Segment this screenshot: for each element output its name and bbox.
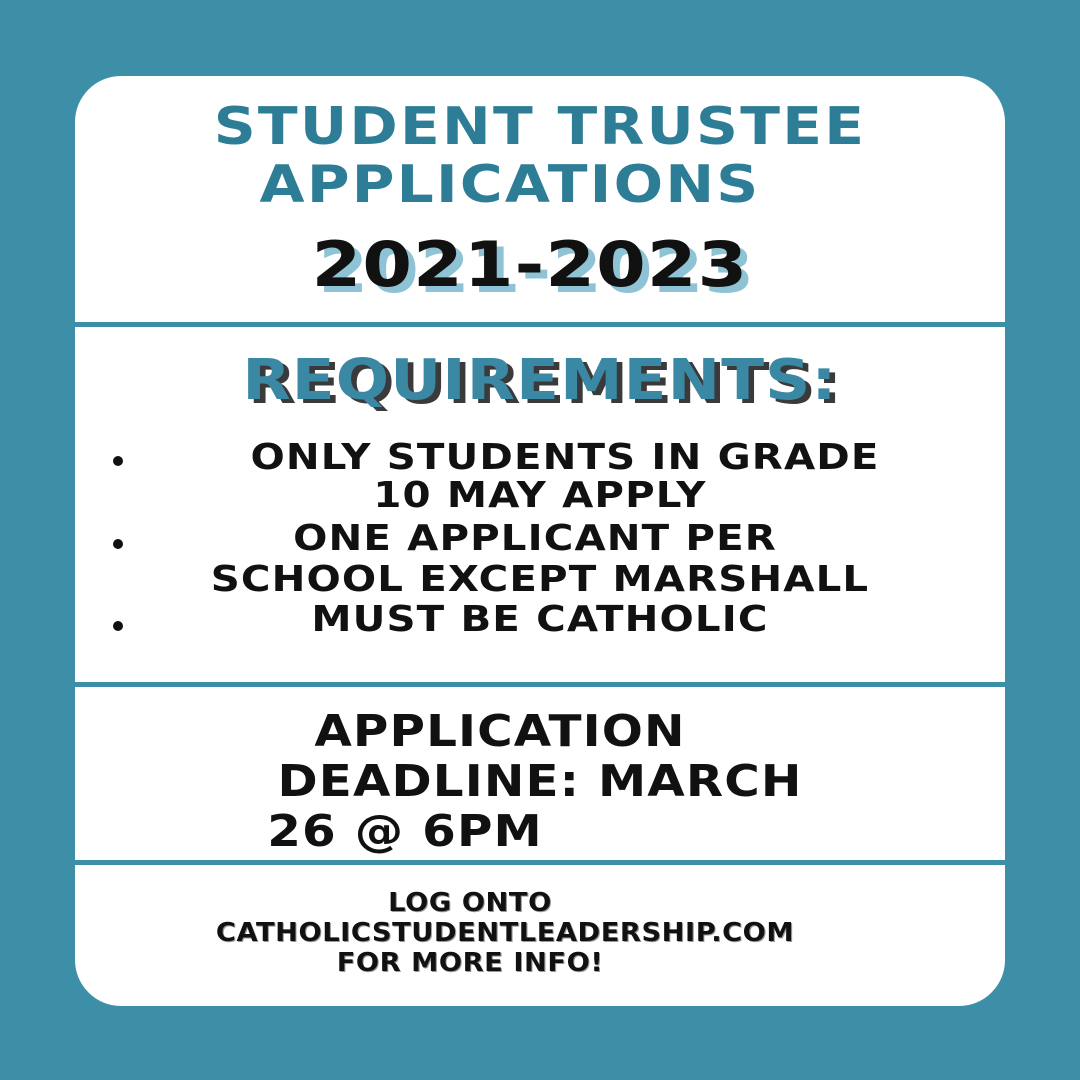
- divider-1: [75, 322, 1005, 327]
- footer-line-1: LOG ONTO: [388, 888, 552, 918]
- title-line-2: APPLICATIONS: [259, 155, 761, 215]
- footer-url: CATHOLICSTUDENTLEADERSHIP.COM: [215, 918, 795, 948]
- footer-line-3: FOR MORE INFO!: [336, 948, 604, 978]
- requirement-1-line-1: ONLY STUDENTS IN GRADE: [250, 437, 880, 478]
- deadline-line-2: DEADLINE: MARCH: [277, 756, 803, 807]
- divider-3: [75, 860, 1005, 865]
- deadline-line-3: 26 @ 6PM: [267, 806, 543, 857]
- deadline-line-1: APPLICATION: [314, 706, 686, 757]
- requirement-2-line-2: SCHOOL EXCEPT MARSHALL: [210, 559, 870, 600]
- flyer-card: [75, 76, 1005, 1006]
- requirement-2-line-1: ONE APPLICANT PER: [293, 518, 777, 559]
- title-line-1: STUDENT TRUSTEE: [213, 97, 867, 157]
- requirement-1-line-2: 10 MAY APPLY: [373, 475, 707, 516]
- requirement-3: MUST BE CATHOLIC: [311, 599, 769, 640]
- years-heading: 2021-2023: [311, 228, 749, 301]
- requirements-heading: REQUIREMENTS:: [242, 348, 838, 413]
- divider-2: [75, 682, 1005, 687]
